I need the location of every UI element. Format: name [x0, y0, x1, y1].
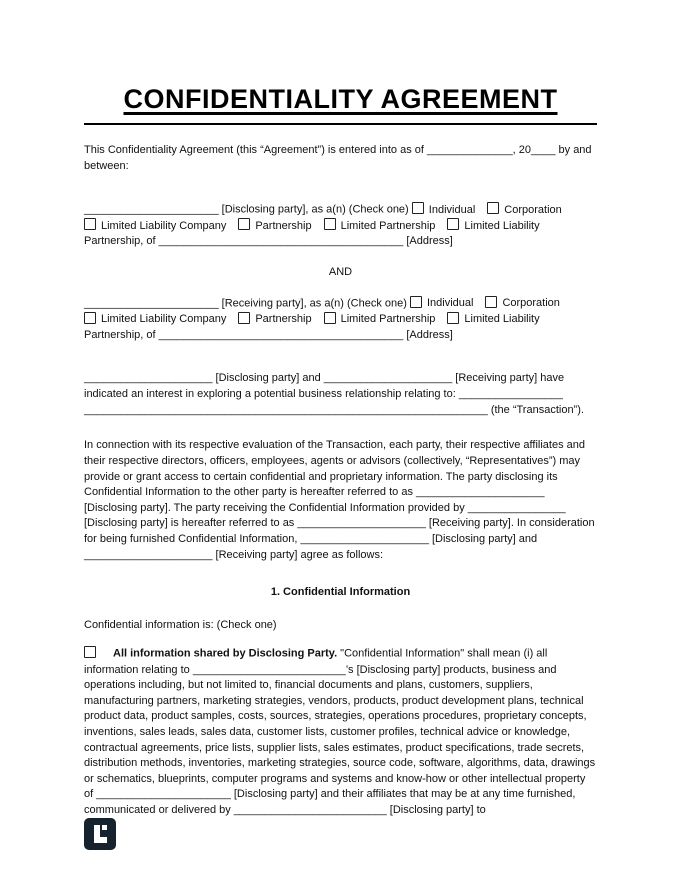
receiving-party-section	[84, 296, 597, 344]
evaluation-paragraph: In connection with its respective evaluation of the Transaction, each party, their respective affiliates and their respective directors, officers, employees, agents or advisors (collectively, “Representatives”) may provide or grant access to certain confidential and proprietary information. The party disclosing its Confidential Information to the other party is hereafter referred to as _____________________ [Disclosing party]. The party receiving the Confidential Information provided by ________________ [Disclosing party] is hereafter referred to as _____________________ [Receiving party]. In consideration for being furnished Confidential Information, _____________________ [Disclosing party] and _____________________ [Receiving party] agree as follows:	[84, 439, 595, 561]
disclosing-limited-liability-partnership-checkbox-label: Limited Liability	[464, 219, 540, 232]
receiving-limited-liability-company-checkbox-label: Limited Liability Company	[101, 313, 227, 326]
receiving-party-address-line: Partnership, of ________________________________________ [Address]	[84, 328, 453, 341]
receiving-corporation-checkbox-option	[485, 297, 559, 309]
text-run: ______________________ [Receiving party], as a(n) (Check one)	[84, 297, 410, 310]
all-information-paragraph	[84, 646, 597, 818]
receiving-individual-checkbox-option	[410, 297, 473, 309]
all-information-shared-checkbox[interactable]	[84, 646, 96, 658]
receiving-individual-checkbox[interactable]	[410, 296, 422, 308]
disclosing-corporation-checkbox[interactable]	[487, 202, 499, 214]
receiving-limited-partnership-checkbox-label: Limited Partnership	[340, 313, 436, 326]
text-run: "Confidential Information" shall mean (i) all information relating to _________________________’s [Disclosing party] products, business and operations including, but not limited to, financial documents and plans, customers, suppliers, manufacturing partners, marketing strategies, vendors, products, product development plans, technical product data, product samples, costs, sources, strategies, operations procedures, proprietary concepts, inventions, sales leads, sales data, customer lists, customer profiles, technical advice or knowledge, contractual agreements, price lists, supplier lists, sales estimates, product specifications, trade secrets, distribution methods, inventories, marketing strategies, source code, software, algorithms, data, drawings or schematics, blueprints, computer programs and systems and know-how or other intellectual property of ______________________ [Disclosing party] and their affiliates that may be at any time furnished, communicated or delivered by _________________________ [Disclosing party] to	[84, 647, 596, 816]
disclosing-limited-liability-partnership-checkbox[interactable]	[447, 218, 459, 230]
receiving-corporation-checkbox[interactable]	[485, 296, 497, 308]
receiving-limited-liability-partnership-checkbox[interactable]	[447, 312, 459, 324]
disclosing-limited-liability-partnership-checkbox-option	[447, 220, 539, 232]
intro-paragraph: This Confidentiality Agreement (this “Agreement”) is entered into as of ______________, 20____ by and between:	[84, 144, 592, 172]
legaltemplates-logo-icon	[84, 818, 116, 850]
disclosing-corporation-checkbox-label: Corporation	[504, 203, 562, 216]
and-separator: AND	[328, 266, 353, 279]
receiving-limited-partnership-checkbox-option	[324, 313, 436, 325]
receiving-limited-liability-company-checkbox[interactable]	[84, 312, 96, 324]
disclosing-partnership-checkbox-label: Partnership	[255, 219, 312, 232]
disclosing-party-entity-line	[84, 218, 597, 234]
disclosing-limited-liability-company-checkbox[interactable]	[84, 218, 96, 230]
disclosing-limited-liability-company-checkbox-option	[84, 220, 226, 232]
disclosing-party-section	[84, 202, 597, 250]
receiving-partnership-checkbox[interactable]	[238, 312, 250, 324]
all-information-shared-checkbox-option	[84, 648, 101, 660]
disclosing-individual-checkbox-option	[412, 204, 475, 216]
disclosing-individual-checkbox[interactable]	[412, 202, 424, 214]
text-run: ______________________ [Disclosing party], as a(n) (Check one)	[84, 203, 412, 216]
disclosing-corporation-checkbox-option	[487, 204, 561, 216]
receiving-party-name-line	[84, 296, 597, 312]
legaltemplates-logo	[84, 818, 116, 850]
transaction-line-1: _____________________ [Disclosing party] and _____________________ [Receiving party] have	[84, 372, 565, 385]
disclosing-individual-checkbox-label: Individual	[428, 203, 476, 216]
receiving-partnership-checkbox-option	[238, 313, 311, 325]
receiving-limited-liability-partnership-checkbox-label: Limited Liability	[464, 313, 540, 326]
receiving-limited-liability-partnership-checkbox-option	[447, 313, 539, 325]
receiving-corporation-checkbox-label: Corporation	[502, 297, 560, 310]
title-rule	[84, 123, 597, 125]
check-one-line: Confidential information is: (Check one)	[84, 618, 277, 631]
receiving-individual-checkbox-label: Individual	[426, 297, 474, 310]
disclosing-party-name-line	[84, 202, 597, 218]
document-title: CONFIDENTIALITY AGREEMENT	[123, 84, 558, 114]
receiving-partnership-checkbox-label: Partnership	[255, 313, 312, 326]
transaction-line-2: indicated an interest in exploring a potential business relationship relating to: _________________	[84, 388, 563, 401]
transaction-paragraph	[84, 371, 597, 418]
disclosing-partnership-checkbox-option	[238, 220, 311, 232]
disclosing-limited-partnership-checkbox-option	[324, 220, 436, 232]
disclosing-limited-partnership-checkbox[interactable]	[324, 218, 336, 230]
document-content	[84, 84, 597, 819]
disclosing-limited-liability-company-checkbox-label: Limited Liability Company	[101, 219, 227, 232]
disclosing-limited-partnership-checkbox-label: Limited Partnership	[340, 219, 436, 232]
section-1-heading: 1. Confidential Information	[270, 586, 411, 599]
bold-text-run: All information shared by Disclosing Party.	[113, 647, 338, 660]
receiving-limited-liability-company-checkbox-option	[84, 313, 226, 325]
disclosing-party-address-line: Partnership, of ________________________________________ [Address]	[84, 235, 453, 248]
transaction-line-3: __________________________________________________________________ (the “Transaction”).	[84, 403, 584, 416]
receiving-limited-partnership-checkbox[interactable]	[324, 312, 336, 324]
receiving-party-entity-line	[84, 312, 597, 328]
disclosing-partnership-checkbox[interactable]	[238, 218, 250, 230]
